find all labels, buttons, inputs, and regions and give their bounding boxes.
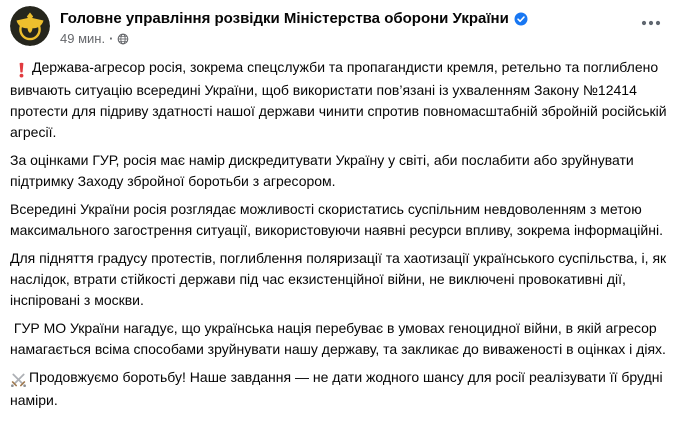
gur-emblem-icon: [10, 6, 50, 46]
paragraph-text: Всередині України росія розглядає можливості скористатись суспільним невдоволенням з метою максимального загострення ситуації, використовуючи наявні ресурси впливу, зокрема інформаційні.: [10, 201, 663, 238]
post-paragraph: [10, 318, 669, 360]
globe-icon: [117, 33, 129, 45]
meta-separator: ·: [109, 31, 114, 46]
crossed-swords-icon: [10, 369, 27, 390]
more-options-icon: [641, 20, 661, 26]
post-text: [0, 49, 679, 411]
post-paragraph: [10, 199, 669, 241]
page-name-link[interactable]: [60, 9, 667, 28]
timestamp: 49 мин.: [60, 31, 106, 46]
page-title: Головне управління розвідки Міністерства оборони України: [60, 10, 509, 27]
paragraph-text: Для підняття градусу протестів, поглиблення поляризації та хаотизації українського суспільства, і, як наслідок, втрати стійкості держави під час екзистенційної війни, не виключені провокативні дії, інспіровані з москви.: [10, 250, 671, 308]
paragraph-text: За оцінками ГУР, росія має намір дискредитувати Україну у світі, аби послабити або зруйнувати підтримку Заходу збройної боротьби з агресором.: [10, 152, 638, 189]
paragraph-text: Держава-агресор росія, зокрема спецслужби та пропагандисти кремля, ретельно та поглиблено вивчають ситуацію всередині України, щоб використати пов’язані із ухваленням Закону №12414 протести для підриву здатності нашої держави чинити спротив повномасштабній збройній російській агресії.: [10, 59, 671, 140]
post-header: [0, 0, 679, 49]
post-paragraph: [10, 150, 669, 192]
post-paragraph: [10, 367, 669, 411]
red-exclamation-icon: [15, 59, 28, 80]
post-paragraph: [10, 57, 669, 143]
paragraph-text: Продовжуємо боротьбу! Наше завдання — не дати жодного шансу для росії реалізувати її брудні наміри.: [10, 369, 667, 408]
page-avatar[interactable]: [10, 6, 50, 46]
post-options-button[interactable]: [637, 12, 665, 34]
verified-badge-icon: [514, 12, 528, 26]
header-info: [60, 6, 667, 47]
post-paragraph: [10, 248, 669, 311]
post-meta[interactable]: [60, 30, 667, 47]
paragraph-text: ГУР МО України нагадує, що українська нація перебуває в умовах геноцидної війни, в якій агресор намагається всіма способами зруйнувати нашу державу, та закликає до виваженості в оцінках і діях.: [10, 320, 666, 357]
